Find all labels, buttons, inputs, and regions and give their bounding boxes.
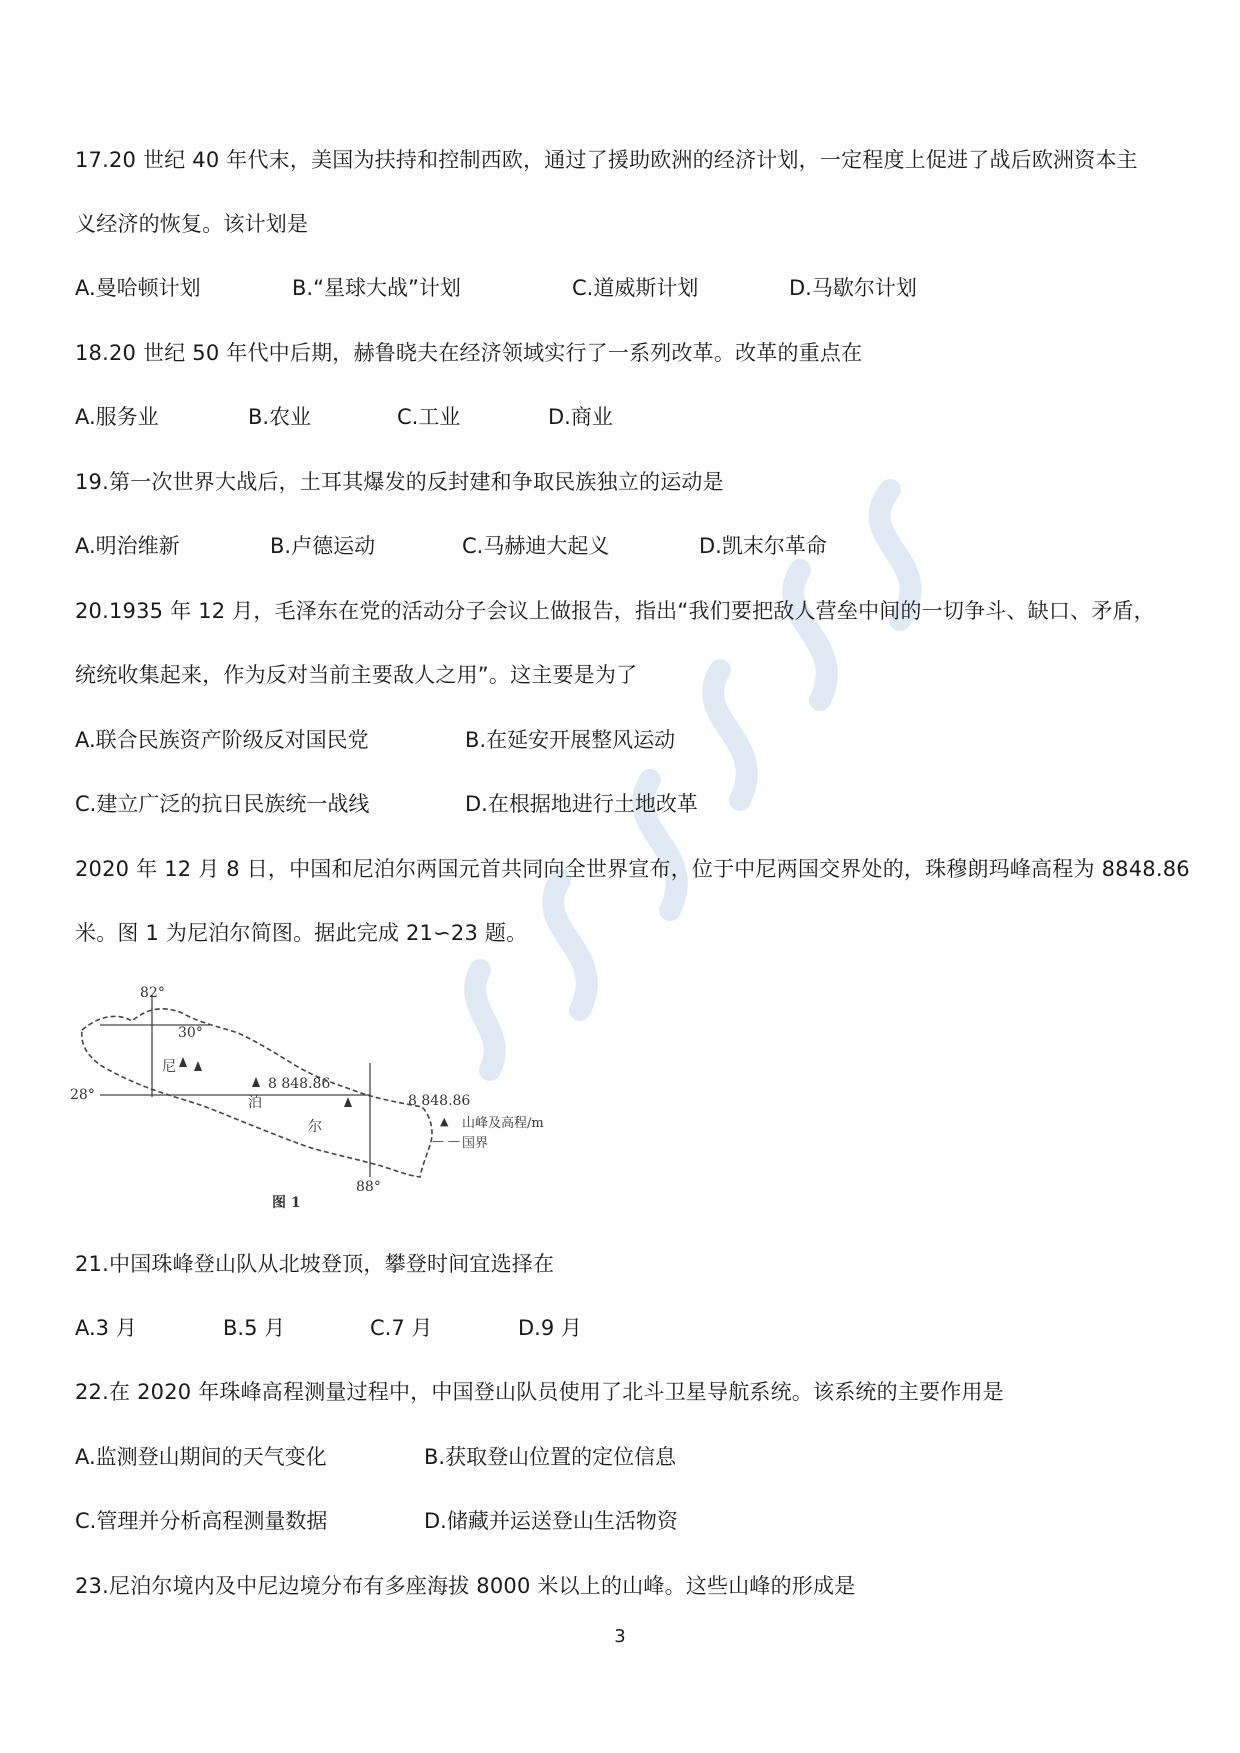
peak-icon-1 — [179, 1057, 187, 1067]
country-char-1: 尼 — [162, 1059, 176, 1075]
q20-option-a: A.联合民族资产阶级反对国民党 — [75, 728, 369, 752]
q17-option-c: C.道威斯计划 — [572, 276, 699, 300]
q20-option-b: B.在延安开展整风运动 — [465, 728, 676, 752]
label-30: 30° — [178, 1025, 203, 1041]
legend-border-symbol: — — — [432, 1134, 460, 1148]
q17-option-b: B.“星球大战”计划 — [292, 276, 461, 300]
legend-peak-symbol: ▲ — [440, 1115, 449, 1128]
q18-option-d: D.商业 — [548, 405, 613, 429]
q21-option-d: D.9 月 — [518, 1316, 582, 1340]
nepal-map-svg — [70, 985, 610, 1215]
q22-stem: 22.在 2020 年珠峰高程测量过程中，中国登山队员使用了北斗卫星导航系统。该系统的主要作用是 — [75, 1380, 1004, 1404]
q18-option-b: B.农业 — [248, 405, 312, 429]
legend-border-label: 国界 — [462, 1136, 489, 1151]
q19-option-a: A.明治维新 — [75, 534, 180, 558]
nepal-sketch-map — [70, 985, 610, 1215]
q23-stem: 23.尼泊尔境内及中尼边境分布有多座海拔 8000 米以上的山峰。这些山峰的形成是 — [75, 1574, 856, 1598]
q22-option-a: A.监测登山期间的天气变化 — [75, 1445, 327, 1469]
q21-option-a: A.3 月 — [75, 1316, 137, 1340]
q22-option-b: B.获取登山位置的定位信息 — [424, 1445, 677, 1469]
q18-option-a: A.服务业 — [75, 405, 159, 429]
label-28: 28° — [70, 1087, 95, 1103]
page-number: 3 — [614, 1626, 626, 1647]
country-char-3: 尔 — [308, 1119, 322, 1135]
label-88: 88° — [356, 1179, 381, 1195]
q19-option-c: C.马赫迪大起义 — [462, 534, 610, 558]
outside-peak-label: 8 848.86 — [408, 1093, 471, 1109]
peak-icon-3 — [252, 1077, 260, 1087]
material-line2: 米。图 1 为尼泊尔简图。据此完成 21∽23 题。 — [75, 921, 528, 945]
nepal-border-outline — [82, 1009, 432, 1177]
q21-stem: 21.中国珠峰登山队从北坡登顶，攀登时间宜选择在 — [75, 1252, 555, 1276]
peak-icon-everest — [344, 1097, 352, 1107]
q17-stem-line2: 义经济的恢复。该计划是 — [75, 212, 309, 236]
peak-elevation-label: 8 848.86 — [268, 1076, 331, 1092]
q22-option-d: D.储藏并运送登山生活物资 — [424, 1509, 678, 1533]
q20-option-d: D.在根据地进行土地改革 — [465, 792, 698, 816]
q19-option-b: B.卢德运动 — [270, 534, 376, 558]
q19-option-d: D.凯末尔革命 — [699, 534, 827, 558]
country-char-2: 泊 — [248, 1095, 262, 1111]
q21-option-c: C.7 月 — [370, 1316, 433, 1340]
legend-peak-label: 山峰及高程/m — [462, 1116, 544, 1131]
q17-option-d: D.马歇尔计划 — [789, 276, 917, 300]
material-line1: 2020 年 12 月 8 日，中国和尼泊尔两国元首共同向全世界宣布，位于中尼两国交界处的，珠穆朗玛峰高程为 8848.86 — [75, 857, 1190, 881]
q20-stem-line1: 20.1935 年 12 月，毛泽东在党的活动分子会议上做报告，指出“我们要把敌人营垒中间的一切争斗、缺口、矛盾， — [75, 599, 1155, 623]
q22-option-c: C.管理并分析高程测量数据 — [75, 1509, 328, 1533]
q18-option-c: C.工业 — [397, 405, 461, 429]
q18-stem: 18.20 世纪 50 年代中后期，赫鲁晓夫在经济领域实行了一系列改革。改革的重点在 — [75, 341, 863, 365]
q17-option-a: A.曼哈顿计划 — [75, 276, 201, 300]
label-82: 82° — [140, 985, 165, 1001]
q19-stem: 19.第一次世界大战后，土耳其爆发的反封建和争取民族独立的运动是 — [75, 470, 724, 494]
q20-option-c: C.建立广泛的抗日民族统一战线 — [75, 792, 370, 816]
peak-icon-2 — [194, 1061, 202, 1071]
q20-stem-line2: 统统收集起来，作为反对当前主要敌人之用”。这主要是为了 — [75, 663, 638, 687]
q21-option-b: B.5 月 — [223, 1316, 286, 1340]
q17-stem-line1: 17.20 世纪 40 年代末，美国为扶持和控制西欧，通过了援助欧洲的经济计划，一定程度上促进了战后欧洲资本主 — [75, 148, 1138, 172]
figure-caption: 图 1 — [272, 1195, 301, 1211]
